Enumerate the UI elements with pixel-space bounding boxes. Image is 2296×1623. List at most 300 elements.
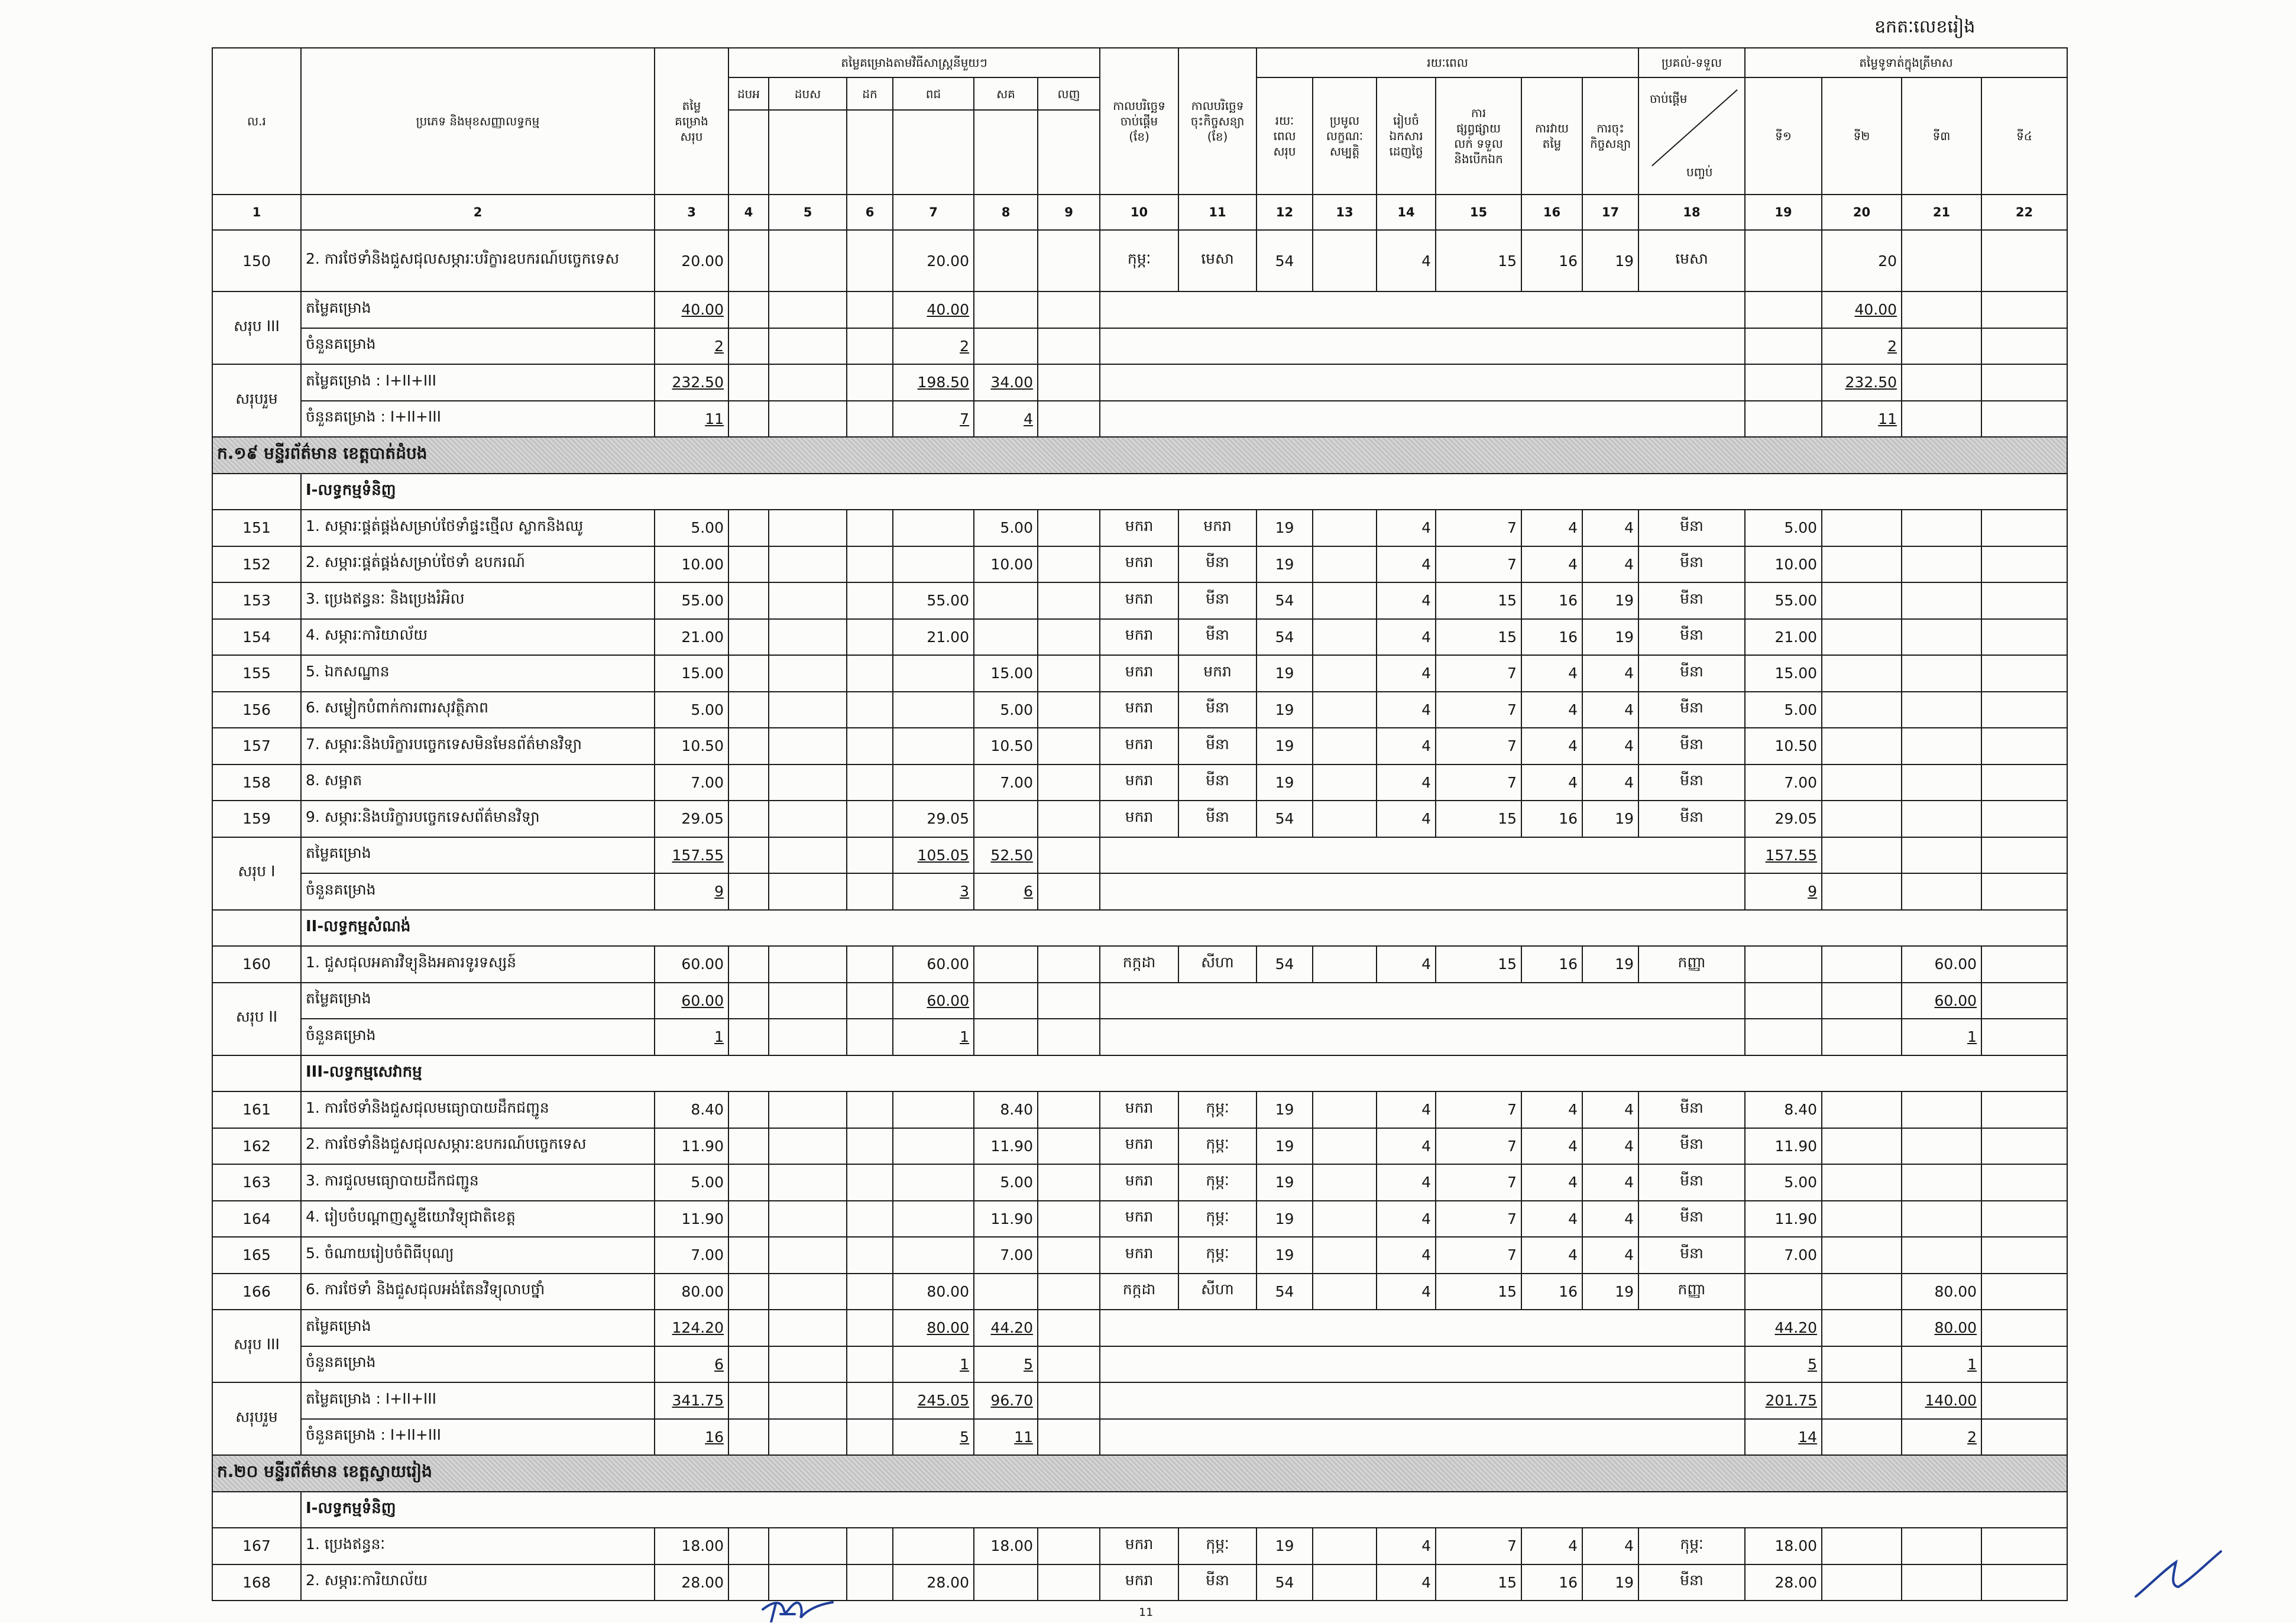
subtotal-method-value bbox=[769, 1346, 847, 1383]
cell-contract-month: មីនា bbox=[1178, 764, 1257, 801]
cell-handover-month: មីនា bbox=[1638, 728, 1745, 764]
cell-duration-days: 15 bbox=[1436, 1564, 1521, 1601]
cell-total: 28.00 bbox=[655, 1564, 728, 1601]
cell-item-name: 8. សម្អាត bbox=[301, 764, 655, 801]
cell-total: 11.90 bbox=[655, 1128, 728, 1165]
subtotal-quarter-value bbox=[1745, 1019, 1822, 1055]
cell-duration-days bbox=[1313, 1128, 1377, 1165]
subtotal-quarter-value bbox=[1745, 291, 1822, 328]
cell-duration-days: 4 bbox=[1377, 1164, 1436, 1201]
cell-quarter-value bbox=[1902, 692, 1981, 728]
cell-method-value bbox=[769, 1528, 847, 1564]
cell-quarter-value: 5.00 bbox=[1745, 692, 1822, 728]
cell-quarter-value bbox=[1902, 619, 1981, 656]
col-header-duration-qualification bbox=[1313, 77, 1377, 195]
subtotal-method-value bbox=[769, 364, 847, 401]
cell-handover-month: មីនា bbox=[1638, 801, 1745, 837]
cell-total: 8.40 bbox=[655, 1091, 728, 1128]
subtotal-timeline-blank bbox=[1100, 291, 1745, 328]
table-row bbox=[212, 801, 2067, 837]
subtotal-method-value bbox=[728, 1419, 769, 1456]
cell-duration-days bbox=[1313, 582, 1377, 619]
cell-method-value: 7.00 bbox=[974, 1237, 1038, 1274]
cell-quarter-value bbox=[1902, 764, 1981, 801]
cell-duration-days: 15 bbox=[1436, 582, 1521, 619]
cell-handover-month: មីនា bbox=[1638, 1201, 1745, 1238]
cell-quarter-value: 7.00 bbox=[1745, 1237, 1822, 1274]
cell-method-value: 11.90 bbox=[974, 1201, 1038, 1238]
table-row bbox=[212, 1201, 2067, 1238]
cell-item-name: 1. ប្រេងឥន្ធនៈ bbox=[301, 1528, 655, 1564]
cell-contract-month: កុម្ភៈ bbox=[1178, 1201, 1257, 1238]
cell-method-value bbox=[974, 619, 1038, 656]
subtotal-method-value bbox=[1038, 1019, 1100, 1055]
cell-quarter-value bbox=[1902, 230, 1981, 291]
cell-method-value bbox=[1038, 692, 1100, 728]
col-header-duration-line: ការចុះ bbox=[1596, 121, 1624, 135]
subtotal-method-value bbox=[769, 328, 847, 365]
subtotal-total: 1 bbox=[655, 1019, 728, 1055]
cell-contract-month: សីហា bbox=[1178, 1274, 1257, 1310]
cell-method-value bbox=[893, 764, 974, 801]
cell-quarter-value bbox=[1822, 1528, 1902, 1564]
subtotal-method-value: 52.50 bbox=[974, 837, 1038, 874]
cell-duration-days: 7 bbox=[1436, 1164, 1521, 1201]
cell-method-value bbox=[1038, 946, 1100, 983]
category-row bbox=[212, 1492, 2067, 1528]
cell-method-value bbox=[1038, 230, 1100, 291]
subtotal-line-name: ចំនួនគម្រោង bbox=[301, 873, 655, 910]
column-number: 21 bbox=[1902, 195, 1981, 230]
column-number: 2 bbox=[301, 195, 655, 230]
cell-contract-month: កុម្ភៈ bbox=[1178, 1237, 1257, 1274]
subtotal-line-name: តម្លៃគម្រោង : I+II+III bbox=[301, 1382, 655, 1419]
col-header-duration-line: សរុប bbox=[1273, 144, 1296, 158]
cell-method-value bbox=[769, 1237, 847, 1274]
cell-method-value bbox=[728, 1128, 769, 1165]
subtotal-total: 40.00 bbox=[655, 291, 728, 328]
subtotal-row bbox=[212, 364, 2067, 401]
cell-item-name: 5. ឯកសណ្ឋាន bbox=[301, 655, 655, 692]
cell-duration-days bbox=[1313, 1164, 1377, 1201]
cell-quarter-value bbox=[1822, 619, 1902, 656]
cell-quarter-value: 10.50 bbox=[1745, 728, 1822, 764]
subtotal-quarter-value bbox=[1822, 873, 1902, 910]
subtotal-quarter-value: 201.75 bbox=[1745, 1382, 1822, 1419]
subtotal-line-name: ចំនួនគម្រោង bbox=[301, 1346, 655, 1383]
cell-quarter-value bbox=[1902, 728, 1981, 764]
subtotal-total: 9 bbox=[655, 873, 728, 910]
cell-start-month: មករា bbox=[1100, 1201, 1178, 1238]
col-header-total-line: គម្រោង bbox=[675, 114, 708, 128]
cell-handover-month: កញ្ញា bbox=[1638, 1274, 1745, 1310]
subtotal-method-value bbox=[1038, 1310, 1100, 1346]
cell-duration-days: 4 bbox=[1521, 655, 1582, 692]
cell-item-name: 3. ប្រេងឥន្ធនៈ និងប្រេងរំអិល bbox=[301, 582, 655, 619]
cell-handover-month: មីនា bbox=[1638, 582, 1745, 619]
cell-method-value bbox=[769, 1564, 847, 1601]
cell-handover-month: មីនា bbox=[1638, 1164, 1745, 1201]
cell-quarter-value bbox=[1981, 692, 2067, 728]
column-number: 6 bbox=[847, 195, 893, 230]
cell-duration-days: 16 bbox=[1521, 619, 1582, 656]
col-header-contract-month bbox=[1178, 48, 1257, 195]
cell-duration-days: 4 bbox=[1377, 655, 1436, 692]
subtotal-method-value bbox=[847, 291, 893, 328]
column-number: 14 bbox=[1377, 195, 1436, 230]
subtotal-quarter-value: 14 bbox=[1745, 1419, 1822, 1456]
cell-quarter-value bbox=[1981, 1164, 2067, 1201]
subtotal-method-value bbox=[1038, 1346, 1100, 1383]
subtotal-timeline-blank bbox=[1100, 328, 1745, 365]
cell-quarter-value bbox=[1902, 1128, 1981, 1165]
cell-duration-days bbox=[1313, 692, 1377, 728]
cell-total: 60.00 bbox=[655, 946, 728, 983]
cell-duration-days: 4 bbox=[1521, 1128, 1582, 1165]
cell-duration-days: 4 bbox=[1521, 1237, 1582, 1274]
cell-quarter-value bbox=[1981, 655, 2067, 692]
table-row bbox=[212, 1164, 2067, 1201]
col-header-duration-line: ដេញថ្លៃ bbox=[1389, 144, 1423, 158]
category-row bbox=[212, 1055, 2067, 1092]
subtotal-method-value bbox=[1038, 291, 1100, 328]
subtotal-method-value bbox=[847, 983, 893, 1019]
cell-quarter-value bbox=[1902, 1564, 1981, 1601]
cell-contract-month: សីហា bbox=[1178, 946, 1257, 983]
cell-item-name: 6. សម្លៀកបំពាក់ការពារសុវត្ថិភាព bbox=[301, 692, 655, 728]
cell-quarter-value bbox=[1902, 655, 1981, 692]
cell-method-value bbox=[893, 1528, 974, 1564]
cell-no: 166 bbox=[212, 1274, 301, 1310]
col-header-quarter: ទី៤ bbox=[1981, 77, 2067, 195]
cell-duration-days: 19 bbox=[1257, 1091, 1313, 1128]
cell-duration-days: 4 bbox=[1582, 1237, 1638, 1274]
cell-method-value: 28.00 bbox=[893, 1564, 974, 1601]
cell-start-month: មករា bbox=[1100, 728, 1178, 764]
cell-quarter-value bbox=[1902, 801, 1981, 837]
cell-item-name: 3. ការជួលមធ្យោបាយដឹកជញ្ជូន bbox=[301, 1164, 655, 1201]
cell-duration-days: 4 bbox=[1521, 510, 1582, 546]
column-number: 15 bbox=[1436, 195, 1521, 230]
cell-quarter-value bbox=[1822, 801, 1902, 837]
cell-method-value bbox=[728, 230, 769, 291]
column-number: 20 bbox=[1822, 195, 1902, 230]
subtotal-quarter-value: 2 bbox=[1822, 328, 1902, 365]
subtotal-quarter-value bbox=[1902, 364, 1981, 401]
cell-method-value: 18.00 bbox=[974, 1528, 1038, 1564]
cell-method-value bbox=[974, 230, 1038, 291]
cell-quarter-value: 60.00 bbox=[1902, 946, 1981, 983]
cell-method-value bbox=[728, 546, 769, 583]
subtotal-row bbox=[212, 983, 2067, 1019]
subtotal-method-value bbox=[728, 1310, 769, 1346]
cell-start-month: មករា bbox=[1100, 801, 1178, 837]
cell-method-value: 20.00 bbox=[893, 230, 974, 291]
subtotal-row bbox=[212, 837, 2067, 874]
column-number: 9 bbox=[1038, 195, 1100, 230]
cell-method-value: 60.00 bbox=[893, 946, 974, 983]
cell-start-month: មករា bbox=[1100, 764, 1178, 801]
cell-quarter-value bbox=[1981, 1237, 2067, 1274]
cell-method-value: 80.00 bbox=[893, 1274, 974, 1310]
cell-total: 15.00 bbox=[655, 655, 728, 692]
subtotal-method-value: 2 bbox=[893, 328, 974, 365]
cell-method-value bbox=[974, 801, 1038, 837]
subtotal-timeline-blank bbox=[1100, 983, 1745, 1019]
cell-duration-days: 4 bbox=[1377, 1201, 1436, 1238]
subtotal-method-value: 7 bbox=[893, 401, 974, 438]
cell-method-value bbox=[847, 1091, 893, 1128]
subtotal-total: 232.50 bbox=[655, 364, 728, 401]
cell-method-value: 5.00 bbox=[974, 510, 1038, 546]
cell-item-name: 4. សម្ភារៈការិយាល័យ bbox=[301, 619, 655, 656]
cell-method-value: 29.05 bbox=[893, 801, 974, 837]
col-header-start-month bbox=[1100, 48, 1178, 195]
cell-quarter-value: 15.00 bbox=[1745, 655, 1822, 692]
cell-quarter-value: 80.00 bbox=[1902, 1274, 1981, 1310]
subtotal-method-value: 6 bbox=[974, 873, 1038, 910]
cell-quarter-value bbox=[1822, 655, 1902, 692]
cell-method-value bbox=[728, 619, 769, 656]
cell-contract-month: កុម្ភៈ bbox=[1178, 1128, 1257, 1165]
cell-duration-days: 4 bbox=[1377, 1091, 1436, 1128]
cell-quarter-value bbox=[1822, 1237, 1902, 1274]
cell-no: 154 bbox=[212, 619, 301, 656]
subtotal-method-value bbox=[728, 291, 769, 328]
cell-duration-days: 7 bbox=[1436, 1201, 1521, 1238]
cell-duration-days: 19 bbox=[1257, 1164, 1313, 1201]
cell-duration-days: 4 bbox=[1582, 692, 1638, 728]
cell-duration-days: 54 bbox=[1257, 230, 1313, 291]
cell-method-value bbox=[847, 1274, 893, 1310]
subtotal-total: 341.75 bbox=[655, 1382, 728, 1419]
subtotal-row bbox=[212, 1419, 2067, 1456]
cell-duration-days: 7 bbox=[1436, 764, 1521, 801]
col-header-method: លញ bbox=[1038, 77, 1100, 110]
subtotal-method-value bbox=[1038, 1382, 1100, 1419]
subtotal-quarter-value bbox=[1902, 401, 1981, 438]
cell-duration-days: 16 bbox=[1521, 582, 1582, 619]
subtotal-method-value: 3 bbox=[893, 873, 974, 910]
subtotal-label: សរុបរួម bbox=[212, 1382, 301, 1455]
section-header-row bbox=[212, 437, 2067, 474]
col-header-duration-line: លក្ខណៈ bbox=[1326, 129, 1364, 143]
cell-total: 10.50 bbox=[655, 728, 728, 764]
subtotal-label: សរុប I bbox=[212, 837, 301, 910]
cell-method-value bbox=[893, 1091, 974, 1128]
cell-duration-days: 4 bbox=[1521, 764, 1582, 801]
cell-duration-days: 4 bbox=[1521, 1201, 1582, 1238]
cell-method-value: 11.90 bbox=[974, 1128, 1038, 1165]
cell-duration-days bbox=[1313, 230, 1377, 291]
cell-duration-days: 4 bbox=[1377, 582, 1436, 619]
cell-method-value bbox=[847, 1564, 893, 1601]
subtotal-quarter-value bbox=[1822, 837, 1902, 874]
cell-duration-days: 4 bbox=[1521, 546, 1582, 583]
subtotal-method-value: 44.20 bbox=[974, 1310, 1038, 1346]
category-title: II-លទ្ធកម្មសំណង់ bbox=[301, 910, 2067, 947]
cell-duration-days: 19 bbox=[1257, 510, 1313, 546]
subtotal-method-value bbox=[847, 837, 893, 874]
cell-duration-days: 7 bbox=[1436, 728, 1521, 764]
cell-contract-month: កុម្ភៈ bbox=[1178, 1091, 1257, 1128]
cell-duration-days: 16 bbox=[1521, 230, 1582, 291]
table-row bbox=[212, 230, 2067, 291]
cell-method-value bbox=[893, 546, 974, 583]
cell-total: 5.00 bbox=[655, 510, 728, 546]
col-header-handover-start-end bbox=[1638, 77, 1745, 195]
cell-duration-days bbox=[1313, 801, 1377, 837]
col-header-duration-total bbox=[1257, 77, 1313, 195]
col-header-duration-group: រយៈពេល bbox=[1257, 48, 1638, 77]
cell-duration-days: 4 bbox=[1582, 655, 1638, 692]
cell-no: 150 bbox=[212, 230, 301, 291]
subtotal-quarter-value bbox=[1981, 837, 2067, 874]
cell-total: 5.00 bbox=[655, 692, 728, 728]
subtotal-line-name: តម្លៃគម្រោង bbox=[301, 291, 655, 328]
cell-duration-days: 4 bbox=[1377, 1274, 1436, 1310]
cell-duration-days: 4 bbox=[1377, 764, 1436, 801]
cell-handover-month: មីនា bbox=[1638, 764, 1745, 801]
cell-no: 151 bbox=[212, 510, 301, 546]
subtotal-timeline-blank bbox=[1100, 1382, 1745, 1419]
cell-duration-days bbox=[1313, 1564, 1377, 1601]
cell-method-value bbox=[728, 1237, 769, 1274]
col-header-method: ដក bbox=[847, 77, 893, 110]
col-header-duration-line: ផ្សព្វផ្សាយ bbox=[1456, 121, 1501, 135]
column-number: 3 bbox=[655, 195, 728, 230]
cell-method-value bbox=[1038, 1164, 1100, 1201]
cell-start-month: មករា bbox=[1100, 619, 1178, 656]
table-row bbox=[212, 1128, 2067, 1165]
subtotal-total: 2 bbox=[655, 328, 728, 365]
column-number: 13 bbox=[1313, 195, 1377, 230]
cell-method-value: 5.00 bbox=[974, 1164, 1038, 1201]
cell-contract-month: មីនា bbox=[1178, 1564, 1257, 1601]
cell-start-month: មករា bbox=[1100, 1237, 1178, 1274]
cell-method-value bbox=[893, 728, 974, 764]
cell-duration-days: 4 bbox=[1377, 619, 1436, 656]
subtotal-total: 157.55 bbox=[655, 837, 728, 874]
subtotal-method-value bbox=[847, 873, 893, 910]
cell-quarter-value bbox=[1822, 1201, 1902, 1238]
subtotal-method-value bbox=[1038, 983, 1100, 1019]
subtotal-quarter-value bbox=[1981, 328, 2067, 365]
subtotal-quarter-value: 1 bbox=[1902, 1019, 1981, 1055]
subtotal-method-value bbox=[728, 1019, 769, 1055]
cell-method-value bbox=[893, 1164, 974, 1201]
cell-quarter-value bbox=[1902, 1164, 1981, 1201]
subtotal-line-name: ចំនួនគម្រោង bbox=[301, 1019, 655, 1055]
cell-duration-days: 7 bbox=[1436, 1128, 1521, 1165]
subtotal-quarter-value: 80.00 bbox=[1902, 1310, 1981, 1346]
table-row bbox=[212, 619, 2067, 656]
subtotal-method-value bbox=[1038, 1419, 1100, 1456]
cell-quarter-value: 20 bbox=[1822, 230, 1902, 291]
col-header-duration-line: តម្លៃ bbox=[1542, 137, 1562, 151]
cell-duration-days bbox=[1313, 1237, 1377, 1274]
subtotal-quarter-value bbox=[1822, 1419, 1902, 1456]
cell-total: 55.00 bbox=[655, 582, 728, 619]
cell-method-value bbox=[893, 1201, 974, 1238]
subtotal-method-value bbox=[769, 1382, 847, 1419]
subtotal-method-value bbox=[974, 1019, 1038, 1055]
cell-method-value bbox=[769, 764, 847, 801]
cell-method-value bbox=[1038, 1564, 1100, 1601]
subtotal-method-value: 105.05 bbox=[893, 837, 974, 874]
column-number: 10 bbox=[1100, 195, 1178, 230]
cell-duration-days: 16 bbox=[1521, 1274, 1582, 1310]
cell-handover-month: មីនា bbox=[1638, 510, 1745, 546]
cell-total: 5.00 bbox=[655, 1164, 728, 1201]
table-row bbox=[212, 582, 2067, 619]
subtotal-method-value bbox=[769, 1419, 847, 1456]
column-number: 22 bbox=[1981, 195, 2067, 230]
cell-no: 160 bbox=[212, 946, 301, 983]
subtotal-timeline-blank bbox=[1100, 873, 1745, 910]
cell-duration-days: 54 bbox=[1257, 1564, 1313, 1601]
cell-item-name: 7. សម្ភារៈនិងបរិក្ខារបច្ចេកទេសមិនមែនព័ត៌មានវិទ្យា bbox=[301, 728, 655, 764]
subtotal-quarter-value: 11 bbox=[1822, 401, 1902, 438]
cell-start-month: មករា bbox=[1100, 546, 1178, 583]
column-number: 12 bbox=[1257, 195, 1313, 230]
subtotal-quarter-value bbox=[1745, 328, 1822, 365]
cell-quarter-value bbox=[1981, 1201, 2067, 1238]
cell-quarter-value bbox=[1745, 1274, 1822, 1310]
cell-duration-days: 15 bbox=[1436, 619, 1521, 656]
cell-handover-month: មីនា bbox=[1638, 546, 1745, 583]
subtotal-quarter-value bbox=[1822, 983, 1902, 1019]
cell-method-value bbox=[769, 1164, 847, 1201]
cell-total: 7.00 bbox=[655, 764, 728, 801]
cell-method-value bbox=[728, 1528, 769, 1564]
col-header-duration-publicity bbox=[1436, 77, 1521, 195]
cell-contract-month: មីនា bbox=[1178, 692, 1257, 728]
cell-no: 157 bbox=[212, 728, 301, 764]
cell-item-name: 4. រៀបចំបណ្តាញស្ទូឌីយោវិទ្យុជាតិខេត្ត bbox=[301, 1201, 655, 1238]
subtotal-quarter-value bbox=[1902, 328, 1981, 365]
cell-method-value bbox=[769, 619, 847, 656]
cell-method-value bbox=[893, 510, 974, 546]
subtotal-method-value bbox=[769, 291, 847, 328]
category-row bbox=[212, 474, 2067, 510]
cell-quarter-value: 7.00 bbox=[1745, 764, 1822, 801]
cell-duration-days: 4 bbox=[1521, 692, 1582, 728]
cell-method-value bbox=[769, 1128, 847, 1165]
cell-method-value bbox=[847, 1128, 893, 1165]
subtotal-quarter-value bbox=[1981, 401, 2067, 438]
cell-duration-days: 19 bbox=[1582, 946, 1638, 983]
cell-duration-days: 7 bbox=[1436, 546, 1521, 583]
cell-total: 7.00 bbox=[655, 1237, 728, 1274]
category-row bbox=[212, 910, 2067, 947]
col-header-method-blank bbox=[769, 110, 847, 195]
cell-method-value bbox=[769, 655, 847, 692]
cell-duration-days: 7 bbox=[1436, 692, 1521, 728]
cell-quarter-value bbox=[1822, 1564, 1902, 1601]
subtotal-quarter-value: 1 bbox=[1902, 1346, 1981, 1383]
cell-duration-days: 4 bbox=[1377, 1564, 1436, 1601]
cell-handover-month: កញ្ញា bbox=[1638, 946, 1745, 983]
cell-handover-month: មីនា bbox=[1638, 655, 1745, 692]
page-number: 11 bbox=[1139, 1606, 1154, 1619]
cell-method-value bbox=[847, 946, 893, 983]
subtotal-quarter-value: 44.20 bbox=[1745, 1310, 1822, 1346]
cell-duration-days bbox=[1313, 1528, 1377, 1564]
cell-method-value bbox=[769, 510, 847, 546]
col-header-start-line: (ខែ) bbox=[1129, 129, 1149, 144]
cell-method-value bbox=[769, 728, 847, 764]
